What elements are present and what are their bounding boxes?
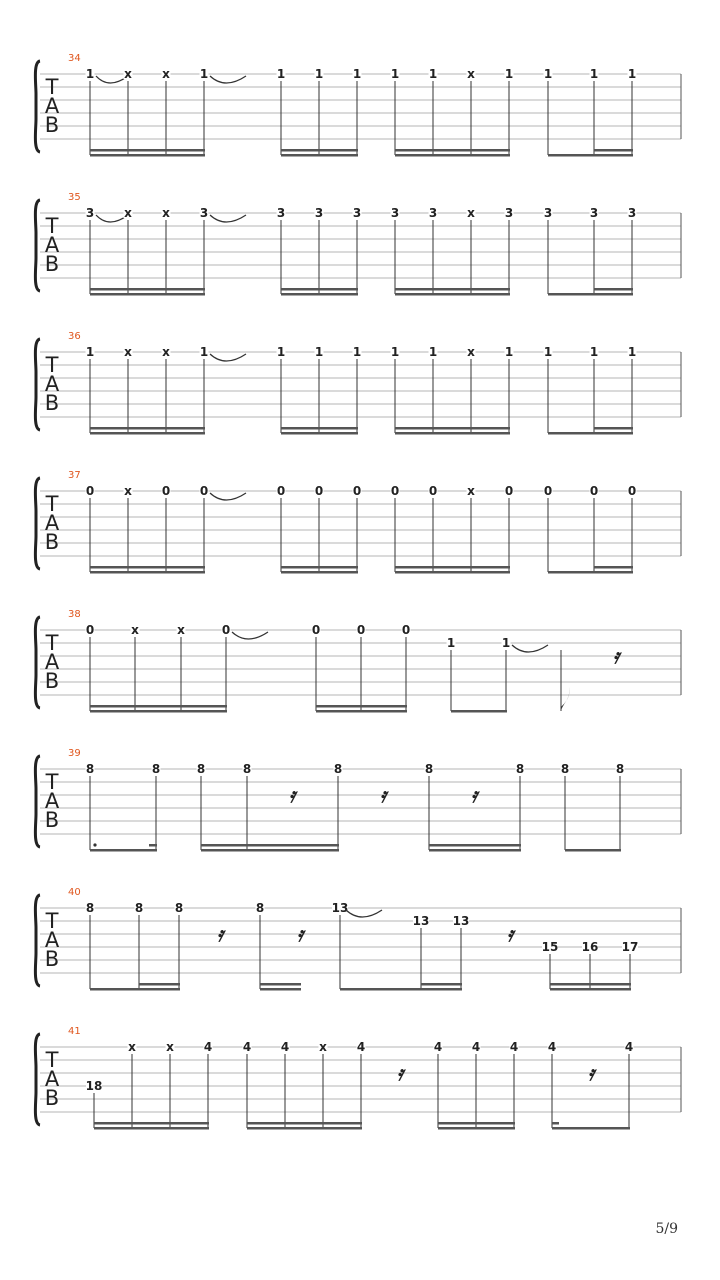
- beam: [594, 566, 633, 569]
- beam: [451, 710, 507, 713]
- fret-number: 1: [543, 67, 553, 81]
- fret-number: 1: [314, 67, 324, 81]
- sixteenth-rest: 𝄿: [396, 1061, 404, 1085]
- tab-clef-letter: B: [44, 530, 60, 554]
- fret-number: 4: [356, 1040, 366, 1054]
- fret-number: 1: [276, 67, 286, 81]
- beam: [90, 988, 180, 991]
- tab-clef-letter: B: [44, 947, 60, 971]
- beam: [247, 1127, 362, 1130]
- fret-number: 0: [543, 484, 553, 498]
- measure-number: 37: [68, 470, 81, 481]
- beam: [94, 1127, 209, 1130]
- beam: [90, 710, 227, 713]
- fret-number: 1: [627, 67, 637, 81]
- beam: [594, 427, 633, 430]
- fret-number: 0: [161, 484, 171, 498]
- staff-brace: [35, 617, 40, 708]
- tab-clef-letter: B: [44, 391, 60, 415]
- staff-system: [35, 609, 681, 713]
- fret-number: 4: [280, 1040, 290, 1054]
- fret-number: 0: [85, 484, 95, 498]
- fret-number: 4: [624, 1040, 634, 1054]
- beam: [94, 1122, 209, 1125]
- beam: [281, 571, 358, 574]
- tie-arc: [210, 215, 246, 222]
- fret-number: 1: [446, 636, 456, 650]
- beam: [395, 154, 510, 157]
- dot: [93, 843, 96, 846]
- fret-number: 1: [85, 345, 95, 359]
- beam: [281, 149, 358, 152]
- fret-number: 0: [589, 484, 599, 498]
- beam: [421, 983, 462, 986]
- tab-clef-letter: A: [44, 372, 60, 396]
- fret-number: 1: [276, 345, 286, 359]
- fret-number: 3: [276, 206, 286, 220]
- staff-system: [35, 748, 681, 852]
- fret-number: 0: [352, 484, 362, 498]
- staff-system: [35, 1026, 681, 1130]
- tab-clef-letter: B: [44, 1086, 60, 1110]
- fret-number: 3: [85, 206, 95, 220]
- fret-number: 8: [85, 901, 95, 915]
- beam: [281, 288, 358, 291]
- measure-number: 34: [68, 53, 81, 64]
- fret-number: 0: [428, 484, 438, 498]
- staff-brace: [35, 61, 40, 152]
- fret-number: 1: [504, 67, 514, 81]
- fret-number: 8: [515, 762, 525, 776]
- fret-number: x: [124, 484, 132, 498]
- fret-number: 8: [424, 762, 434, 776]
- tab-clef-letter: T: [45, 75, 59, 99]
- beam: [316, 710, 407, 713]
- fret-number: 1: [428, 67, 438, 81]
- fret-number: 3: [504, 206, 514, 220]
- beam: [281, 566, 358, 569]
- beam: [139, 983, 180, 986]
- measure-number: 39: [68, 748, 81, 759]
- tie-arc: [346, 910, 382, 917]
- fret-number: 0: [356, 623, 366, 637]
- tie-arc: [210, 354, 246, 361]
- fret-number: 1: [428, 345, 438, 359]
- tab-clef-letter: A: [44, 94, 60, 118]
- fret-number: x: [319, 1040, 327, 1054]
- fret-number: 1: [85, 67, 95, 81]
- beam: [395, 288, 510, 291]
- tie-arc: [210, 76, 246, 83]
- beam: [149, 844, 157, 847]
- fret-number: 8: [85, 762, 95, 776]
- fret-number: 4: [433, 1040, 443, 1054]
- fret-number: 8: [196, 762, 206, 776]
- fret-number: 0: [390, 484, 400, 498]
- tab-clef-letter: T: [45, 770, 59, 794]
- tab-clef-letter: T: [45, 631, 59, 655]
- beam: [548, 154, 633, 157]
- beam: [281, 154, 358, 157]
- fret-number: 1: [501, 636, 511, 650]
- fret-number: 13: [412, 914, 430, 928]
- beam: [429, 849, 521, 852]
- beam: [550, 988, 631, 991]
- fret-number: 8: [134, 901, 144, 915]
- beam: [90, 149, 205, 152]
- beam: [90, 849, 157, 852]
- fret-number: x: [162, 67, 170, 81]
- beam: [395, 293, 510, 296]
- staff-system: [35, 53, 681, 157]
- sixteenth-rest: 𝄿: [288, 783, 296, 807]
- fret-number: 18: [85, 1079, 103, 1093]
- fret-number: 3: [352, 206, 362, 220]
- fret-number: 1: [199, 67, 209, 81]
- fret-number: 0: [401, 623, 411, 637]
- tab-clef-letter: B: [44, 252, 60, 276]
- tab-clef-letter: A: [44, 928, 60, 952]
- fret-number: 8: [560, 762, 570, 776]
- fret-number: 0: [276, 484, 286, 498]
- fret-number: 8: [151, 762, 161, 776]
- beam: [552, 1122, 559, 1125]
- sixteenth-rest: 𝄿: [470, 783, 478, 807]
- beam: [429, 844, 521, 847]
- tab-clef-letter: T: [45, 353, 59, 377]
- fret-number: 13: [452, 914, 470, 928]
- fret-number: x: [128, 1040, 136, 1054]
- sixteenth-rest: 𝄿: [379, 783, 387, 807]
- staff-system: [35, 470, 681, 574]
- beam: [281, 427, 358, 430]
- sixteenth-rest: 𝄿: [506, 922, 514, 946]
- beam: [90, 571, 205, 574]
- fret-number: 1: [352, 345, 362, 359]
- staff-system: [35, 331, 681, 435]
- beam: [316, 705, 407, 708]
- fret-number: 3: [314, 206, 324, 220]
- beam: [260, 983, 301, 986]
- fret-number: 4: [547, 1040, 557, 1054]
- fret-number: 13: [331, 901, 349, 915]
- staff-brace: [35, 339, 40, 430]
- fret-number: 4: [203, 1040, 213, 1054]
- fret-number: 1: [627, 345, 637, 359]
- beam: [90, 432, 205, 435]
- beam: [90, 705, 227, 708]
- beam: [548, 293, 633, 296]
- tab-clef-letter: A: [44, 1067, 60, 1091]
- staff-brace: [35, 895, 40, 986]
- measure-number: 35: [68, 192, 81, 203]
- tab-clef-letter: A: [44, 650, 60, 674]
- beam: [90, 566, 205, 569]
- fret-number: 1: [543, 345, 553, 359]
- fret-number: 1: [390, 345, 400, 359]
- fret-number: x: [124, 345, 132, 359]
- beam: [281, 293, 358, 296]
- tab-clef-letter: A: [44, 233, 60, 257]
- beam: [340, 988, 462, 991]
- beam: [90, 293, 205, 296]
- fret-number: x: [124, 206, 132, 220]
- fret-number: 1: [504, 345, 514, 359]
- fret-number: 3: [543, 206, 553, 220]
- staff-system: [35, 192, 681, 296]
- fret-number: x: [131, 623, 139, 637]
- fret-number: 3: [589, 206, 599, 220]
- fret-number: x: [177, 623, 185, 637]
- fret-number: 0: [85, 623, 95, 637]
- fret-number: 1: [314, 345, 324, 359]
- fret-number: x: [467, 67, 475, 81]
- staff-brace: [35, 756, 40, 847]
- fret-number: x: [166, 1040, 174, 1054]
- beam: [90, 427, 205, 430]
- staff-brace: [35, 1034, 40, 1125]
- measure-number: 40: [68, 887, 81, 898]
- beam: [247, 1122, 362, 1125]
- beam: [552, 1127, 630, 1130]
- fret-number: 1: [390, 67, 400, 81]
- fret-number: 4: [509, 1040, 519, 1054]
- fret-number: 3: [627, 206, 637, 220]
- fret-number: 3: [428, 206, 438, 220]
- tab-clef-letter: T: [45, 909, 59, 933]
- beam: [550, 983, 631, 986]
- staff-system: [35, 887, 681, 991]
- tie-arc: [232, 632, 268, 639]
- fret-number: 8: [615, 762, 625, 776]
- sixteenth-rest: 𝄿: [587, 1061, 595, 1085]
- note-flag: [561, 687, 569, 711]
- fret-number: 0: [504, 484, 514, 498]
- beam: [395, 427, 510, 430]
- tie-arc: [210, 493, 246, 500]
- beam: [395, 571, 510, 574]
- staff-brace: [35, 478, 40, 569]
- fret-number: 0: [221, 623, 231, 637]
- fret-number: 0: [627, 484, 637, 498]
- beam: [395, 432, 510, 435]
- measure-number: 41: [68, 1026, 81, 1037]
- fret-number: 17: [621, 940, 639, 954]
- sixteenth-rest: 𝄿: [296, 922, 304, 946]
- fret-number: x: [162, 206, 170, 220]
- beam: [201, 844, 339, 847]
- tab-clef-letter: B: [44, 113, 60, 137]
- tab-clef-letter: T: [45, 1048, 59, 1072]
- fret-number: 8: [174, 901, 184, 915]
- beam: [548, 432, 633, 435]
- beam: [565, 849, 621, 852]
- beam: [201, 849, 339, 852]
- fret-number: x: [162, 345, 170, 359]
- fret-number: 8: [333, 762, 343, 776]
- beam: [395, 149, 510, 152]
- tie-arc: [512, 645, 548, 652]
- fret-number: 8: [242, 762, 252, 776]
- fret-number: 1: [199, 345, 209, 359]
- fret-number: 3: [390, 206, 400, 220]
- beam: [548, 571, 633, 574]
- beam: [281, 432, 358, 435]
- fret-number: 8: [255, 901, 265, 915]
- sixteenth-rest: 𝄿: [216, 922, 224, 946]
- fret-number: 1: [589, 67, 599, 81]
- fret-number: 16: [581, 940, 599, 954]
- sixteenth-rest: 𝄿: [612, 644, 620, 668]
- fret-number: 4: [471, 1040, 481, 1054]
- beam: [90, 154, 205, 157]
- beam: [90, 288, 205, 291]
- page-number: 5/9: [655, 1221, 678, 1237]
- fret-number: 15: [541, 940, 559, 954]
- staff-brace: [35, 200, 40, 291]
- fret-number: 1: [589, 345, 599, 359]
- fret-number: x: [467, 484, 475, 498]
- tab-clef-letter: B: [44, 808, 60, 832]
- fret-number: 3: [199, 206, 209, 220]
- fret-number: 4: [242, 1040, 252, 1054]
- fret-number: x: [467, 206, 475, 220]
- measure-number: 36: [68, 331, 81, 342]
- fret-number: 0: [311, 623, 321, 637]
- beam: [594, 149, 633, 152]
- fret-number: 0: [199, 484, 209, 498]
- beam: [438, 1122, 515, 1125]
- fret-number: 1: [352, 67, 362, 81]
- fret-number: 0: [314, 484, 324, 498]
- tab-clef-letter: A: [44, 511, 60, 535]
- beam: [438, 1127, 515, 1130]
- tab-clef-letter: A: [44, 789, 60, 813]
- tab-clef-letter: B: [44, 669, 60, 693]
- tab-clef-letter: T: [45, 492, 59, 516]
- beam: [395, 566, 510, 569]
- tab-clef-letter: T: [45, 214, 59, 238]
- fret-number: x: [467, 345, 475, 359]
- fret-number: x: [124, 67, 132, 81]
- measure-number: 38: [68, 609, 81, 620]
- beam: [594, 288, 633, 291]
- beam: [260, 988, 301, 991]
